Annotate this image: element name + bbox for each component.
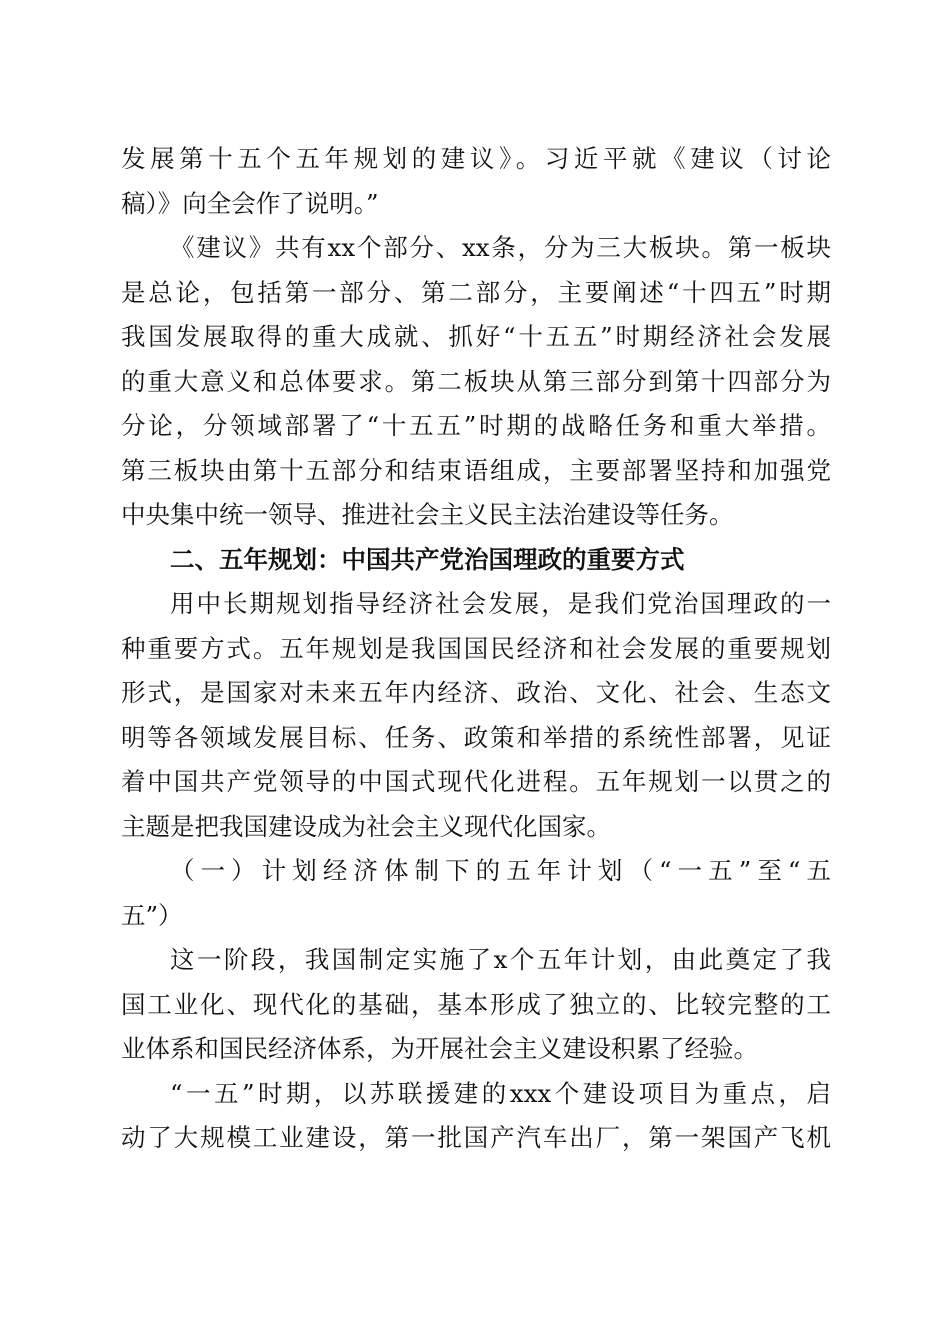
section-heading-line: 二、五年规划：中国共产党治国理政的重要方式 <box>170 544 685 574</box>
text-line: 我国发展取得的重大成就、抓好“十五五”时期经济社会发展 <box>121 322 831 351</box>
text-line: 主题是把我国建设成为社会主义现代化国家。 <box>121 811 611 841</box>
text-line: （一）计划经济体制下的五年计划（“一五”至“五 <box>170 856 831 885</box>
text-line: 形式，是国家对未来五年内经济、政治、文化、社会、生态文 <box>121 678 831 707</box>
text-line: 用中长期规划指导经济社会发展，是我们党治国理政的一 <box>170 589 831 618</box>
text-line: 国工业化、现代化的基础，基本形成了独立的、比较完整的工 <box>121 989 831 1019</box>
text-line: 着中国共产党领导的中国式现代化进程。五年规划一以贯之的 <box>121 767 831 796</box>
text-line: 这一阶段，我国制定实施了x个五年计划，由此奠定了我 <box>170 945 831 974</box>
text-line: 动了大规模工业建设，第一批国产汽车出厂，第一架国产飞机 <box>121 1123 831 1152</box>
text-line: 第三板块由第十五部分和结束语组成，主要部署坚持和加强党 <box>121 455 831 485</box>
text-line: 《建议》共有xx个部分、xx条，分为三大板块。第一板块 <box>170 233 831 262</box>
text-line: 分论，分领域部署了“十五五”时期的战略任务和重大举措。 <box>121 411 831 440</box>
text-line: 业体系和国民经济体系，为开展社会主义建设积累了经验。 <box>121 1034 758 1063</box>
text-line: 明等各领域发展目标、任务、政策和举措的系统性部署，见证 <box>121 722 831 752</box>
text-line: 是总论，包括第一部分、第二部分，主要阐述“十四五”时期 <box>121 277 831 307</box>
text-line: 种重要方式。五年规划是我国国民经济和社会发展的重要规划 <box>121 633 831 663</box>
document-page <box>121 137 831 1161</box>
text-line: “一五”时期，以苏联援建的xxx个建设项目为重点，启 <box>170 1078 831 1108</box>
text-line: 稿）》向全会作了说明。” <box>121 188 379 218</box>
text-line: 五”） <box>121 900 183 930</box>
text-line: 发展第十五个五年规划的建议》。习近平就《建议（讨论 <box>121 144 831 173</box>
text-line: 中央集中统一领导、推进社会主义民主法治建设等任务。 <box>121 500 734 529</box>
text-line: 的重大意义和总体要求。第二板块从第三部分到第十四部分为 <box>121 366 831 396</box>
